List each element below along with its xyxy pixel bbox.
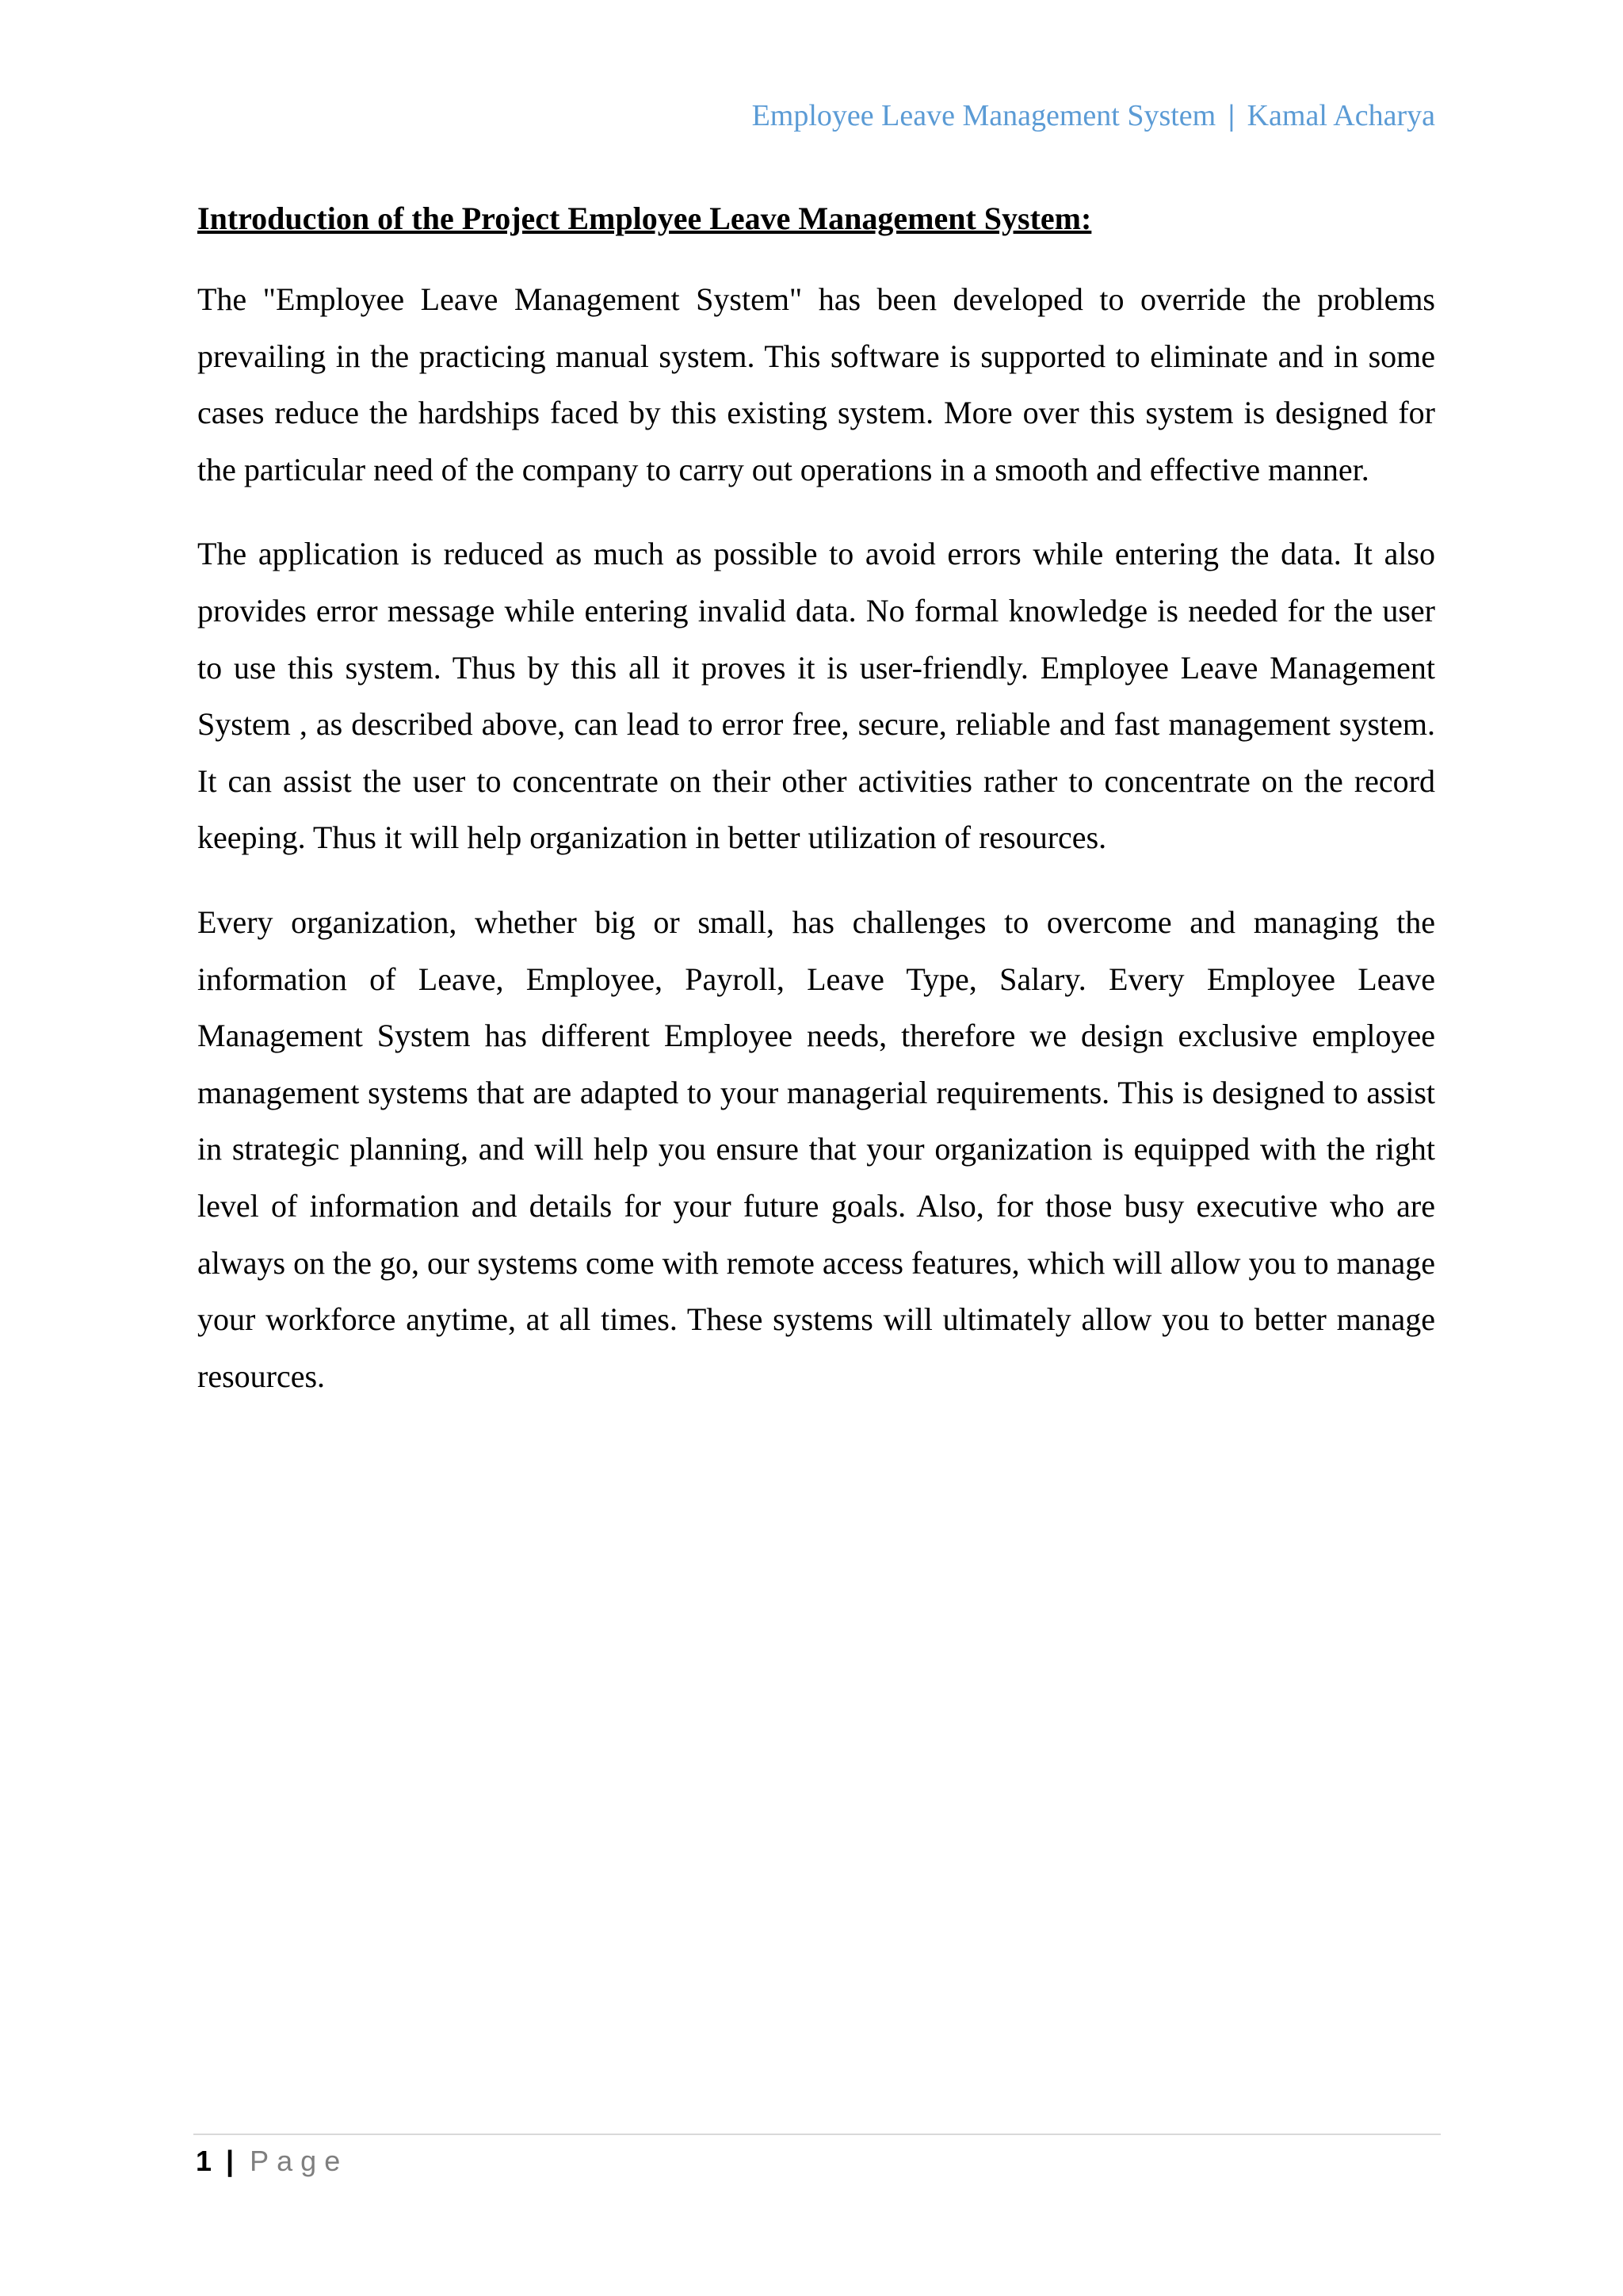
page-footer bbox=[196, 2141, 348, 2181]
page-number: 1 bbox=[196, 2145, 212, 2177]
header-title: Employee Leave Management System bbox=[751, 99, 1216, 132]
footer-separator: | bbox=[226, 2145, 235, 2177]
section-heading: Introduction of the Project Employee Leave Management System: bbox=[197, 201, 1092, 236]
header-author: Kamal Acharya bbox=[1247, 99, 1435, 132]
running-header bbox=[752, 97, 1435, 135]
paragraph-1: The "Employee Leave Management System" has been developed to override the problems prevailing in the practicing manual system. This software is supported to eliminate and in some cases reduce the hardships faced by this existing system. More over this system is designed for the particular need of the company to carry out operations in a smooth and effective manner. bbox=[197, 281, 1435, 487]
header-separator: | bbox=[1228, 99, 1235, 132]
paragraph-2: The application is reduced as much as possible to avoid errors while entering the data. It also provides error message while entering invalid data. No formal knowledge is needed for the user to use this system. Thus by this all it proves it is user-friendly. Employee Leave Management System , as described above, can lead to error free, secure, reliable and fast management system. It can assist the user to concentrate on their other activities rather to concentrate on the record keeping. Thus it will help organization in better utilization of resources. bbox=[197, 536, 1435, 856]
footer-divider bbox=[193, 2134, 1441, 2135]
document-body bbox=[197, 198, 1435, 1432]
page-label: Page bbox=[250, 2145, 349, 2177]
paragraph-3: Every organization, whether big or small, has challenges to overcome and managing the information of Leave, Employee, Payroll, Leave Type, Salary. Every Employee Leave Management System has different Employee needs, therefore we design exclusive employee management systems that are adapted to your managerial requirements. This is designed to assist in strategic planning, and will help you ensure that your organization is equipped with the right level of information and details for your future goals. Also, for those busy executive who are always on the go, our systems come with remote access features, which will allow you to manage your workforce anytime, at all times. These systems will ultimately allow you to better manage resources. bbox=[197, 904, 1435, 1394]
